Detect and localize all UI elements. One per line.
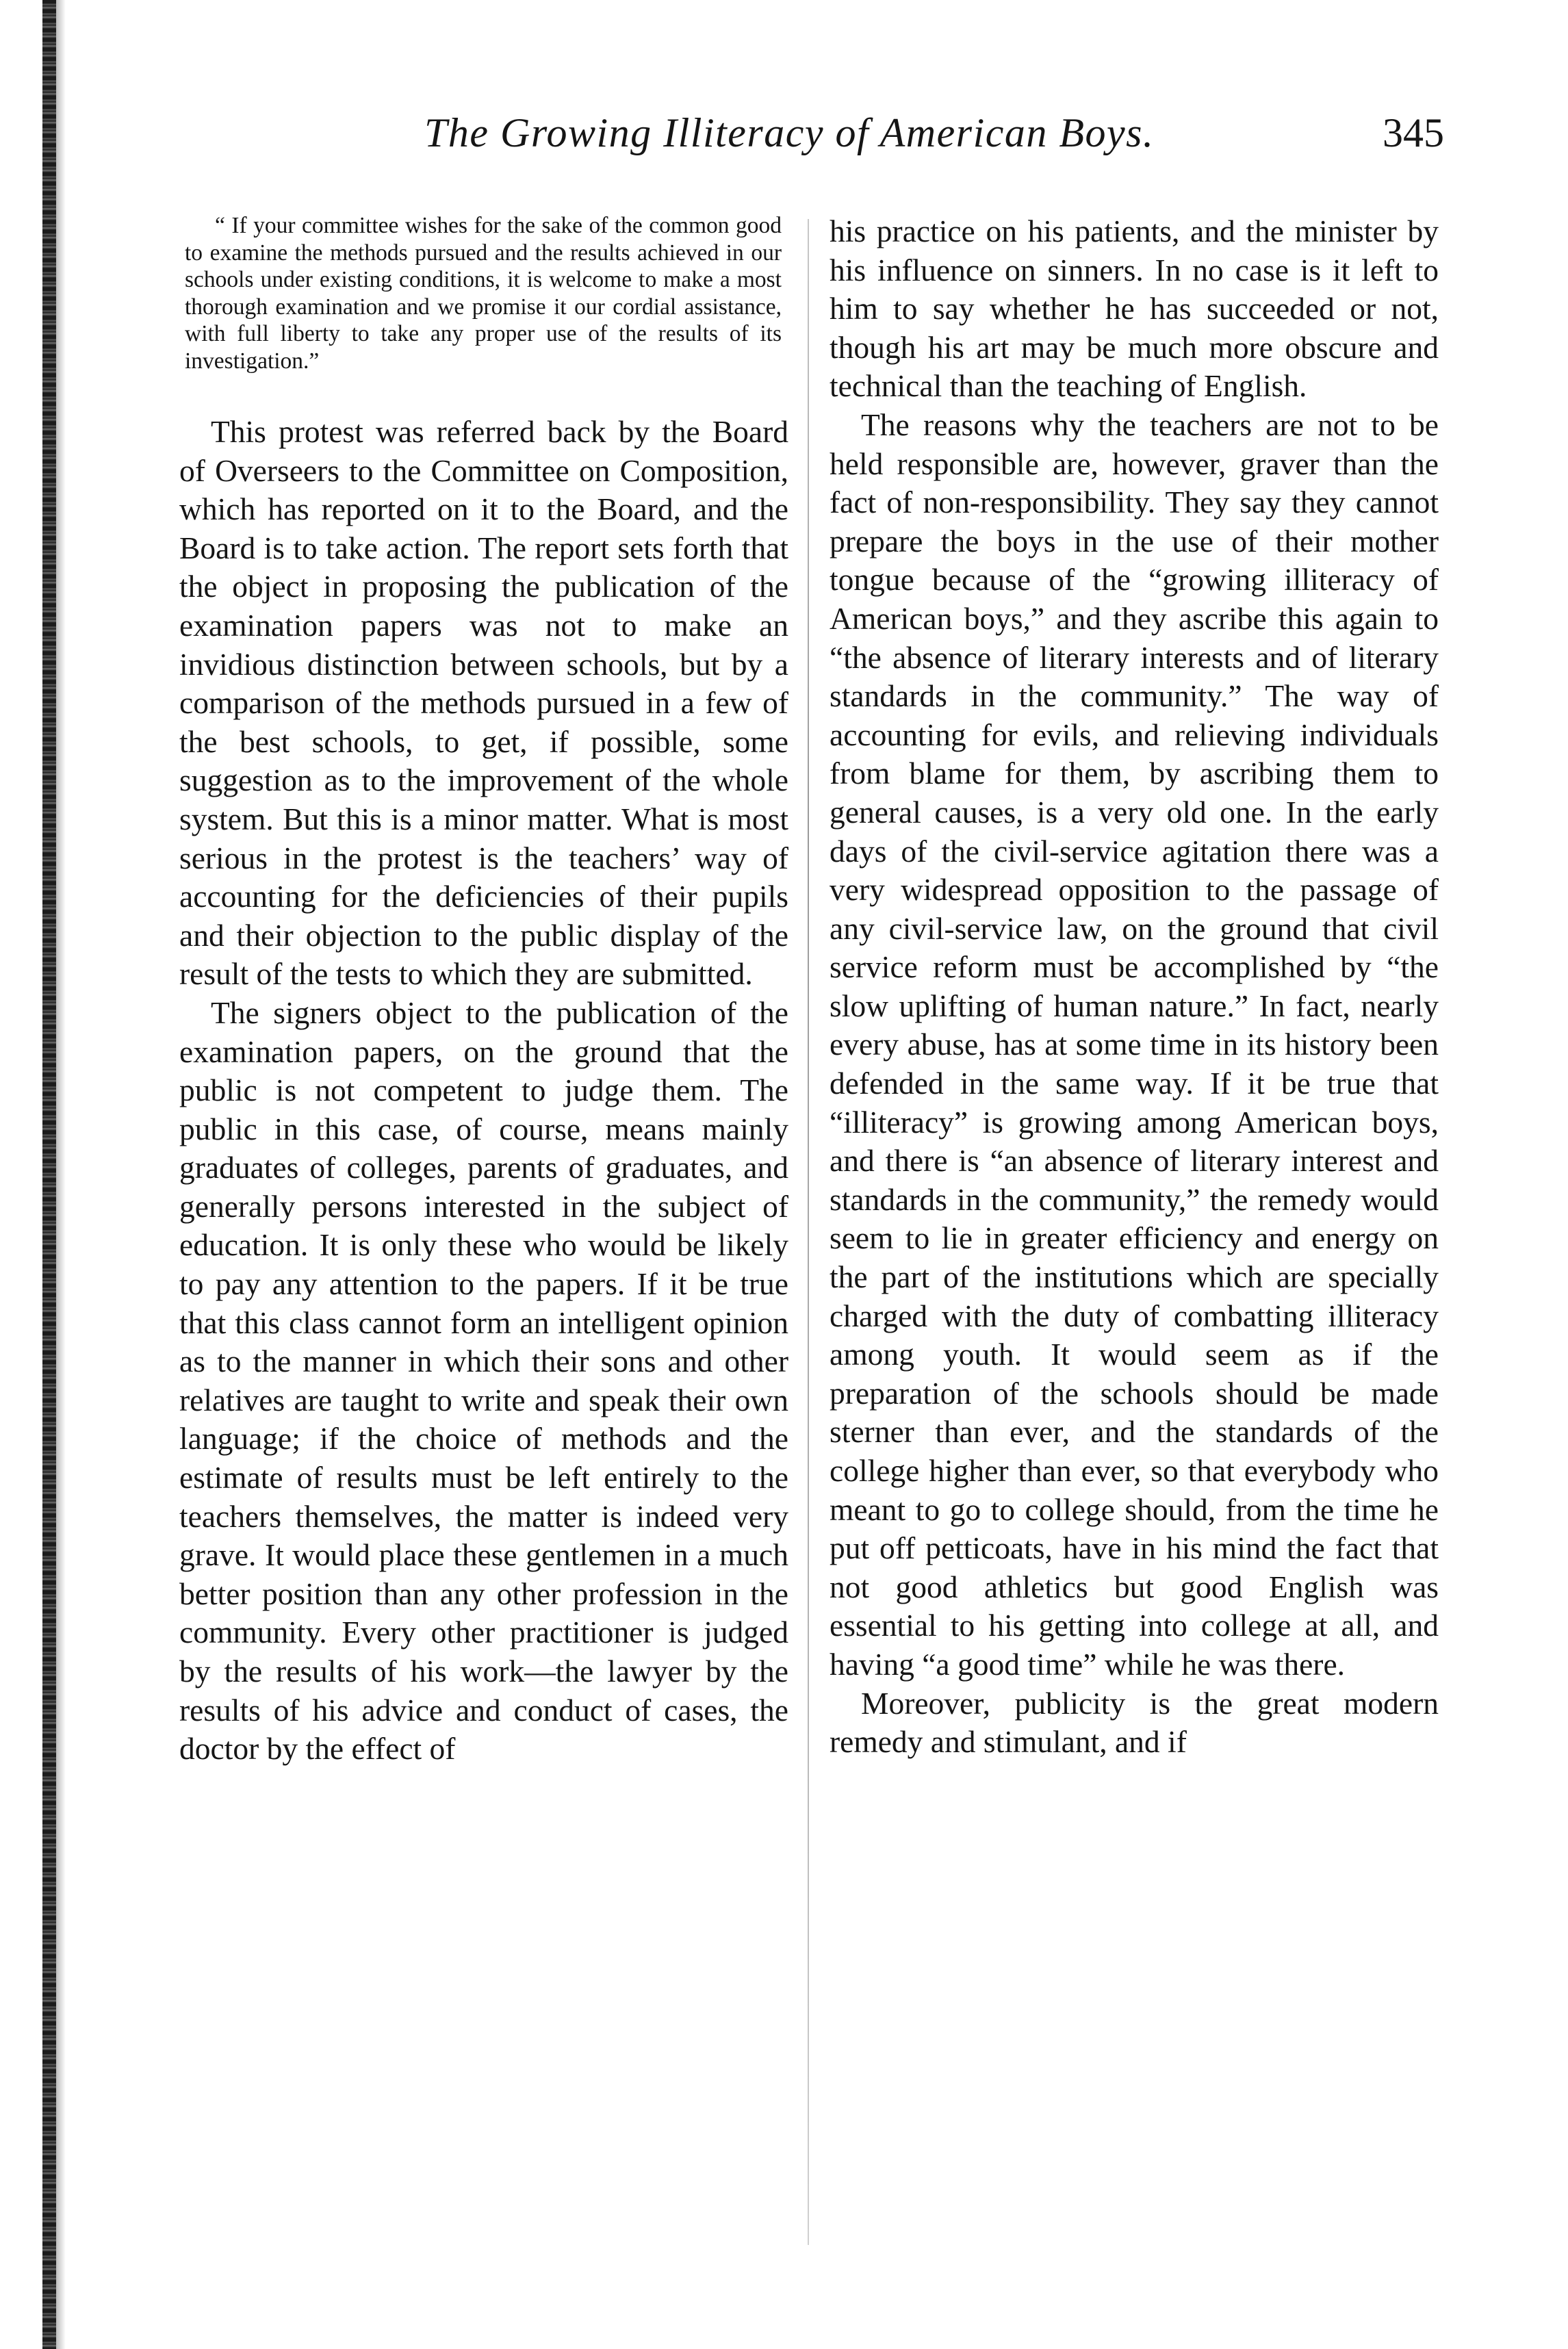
left-column bbox=[179, 212, 788, 2238]
paragraph-publicity: Moreover, publicity is the great modern remedy and stimulant, and if bbox=[830, 1685, 1439, 1760]
gutter-shadow bbox=[56, 0, 66, 2349]
column-rule bbox=[808, 219, 809, 2245]
paragraph-reasons: The reasons why the teachers are not to be held responsible are, however, graver than the fact of non-responsibility. They say they cannot prepare the boys in the use of their mother tongue because of the “growing illiteracy of American boys,” and they ascribe this again to “the absence of literary interests and of literary standards in the community.” The way of accounting for evils, and relieving individuals from blame for them, by ascribing them to general causes, is a very old one. In the early days of the civil-service agitation there was a very widespread opposition to the passage of any civil-service law, on the ground that civil service reform must be accomplished by “the slow uplifting of human nature.” In fact, nearly every abuse, has at some time in its history been defended in the same way. If it be true that “illiteracy” is growing among American boys, and there is “an absence of literary interest and standards in the community,” the remedy would seem to lie in greater efficiency and energy on the part of the institutions which are specially charged with the duty of combatting illiteracy among youth. It would seem as if the preparation of the schools should be made sterner than ever, and the standards of the college higher than ever, so that everybody who meant to go to college should, from the time he put off petticoats, have in his mind the fact that not good athletics but good English was essential to his getting into college at all, and having “a good time” while he was there. bbox=[830, 407, 1439, 1682]
right-column bbox=[830, 212, 1439, 2238]
quoted-letter: “ If your committee wishes for the sake of the common good to examine the methods pursued and the results achieved in our schools under existing conditions, it is welcome to make a most thorough examination and we promise it our cordial assistance, with full liberty to take any proper use of the results of its investigation.” bbox=[185, 213, 782, 374]
book-binding-edge bbox=[42, 0, 56, 2349]
running-head-title: The Growing Illiteracy of American Boys. bbox=[424, 110, 1155, 155]
paragraph-continued: his practice on his patients, and the minister by his influence on sinners. In no case is it left to him to say whether he has succeeded or not, though his art may be much more obscure and technical than the teaching of English. bbox=[830, 214, 1439, 404]
page-number: 345 bbox=[1383, 110, 1444, 155]
running-head bbox=[424, 110, 1471, 171]
paragraph-signers-object: The signers object to the publication of the examination papers, on the ground that the public is not competent to judge them. The public in this case, of course, means mainly graduates of colleges, parents of graduates, and generally persons interested in the subject of education. It is only these who would be likely to pay any attention to the papers. If it be true that this class cannot form an intelligent opinion as to the manner in which their sons and other relatives are taught to write and speak their own language; if the choice of methods and the estimate of results must be left entirely to the teachers themselves, the matter is indeed very grave. It would place these gentlemen in a much better position than any other profession in the community. Every other practitioner is judged by the results of his work—the lawyer by the results of his advice and conduct of cases, the doctor by the effect of bbox=[179, 994, 788, 1767]
paragraph-protest-referred: This protest was referred back by the Board of Overseers to the Committee on Composition, which has reported on it to the Board, and the Board is to take action. The report sets forth that the object in proposing the publication of the examination papers was not to make an invidious distinction between schools, but by a comparison of the methods pursued in a few of the best schools, to get, if possible, some suggestion as to the improvement of the whole system. But this is a minor matter. What is most serious in the protest is the teachers’ way of accounting for the deficiencies of their pupils and their objection to the public display of the result of the tests to which they are submitted. bbox=[179, 414, 788, 992]
